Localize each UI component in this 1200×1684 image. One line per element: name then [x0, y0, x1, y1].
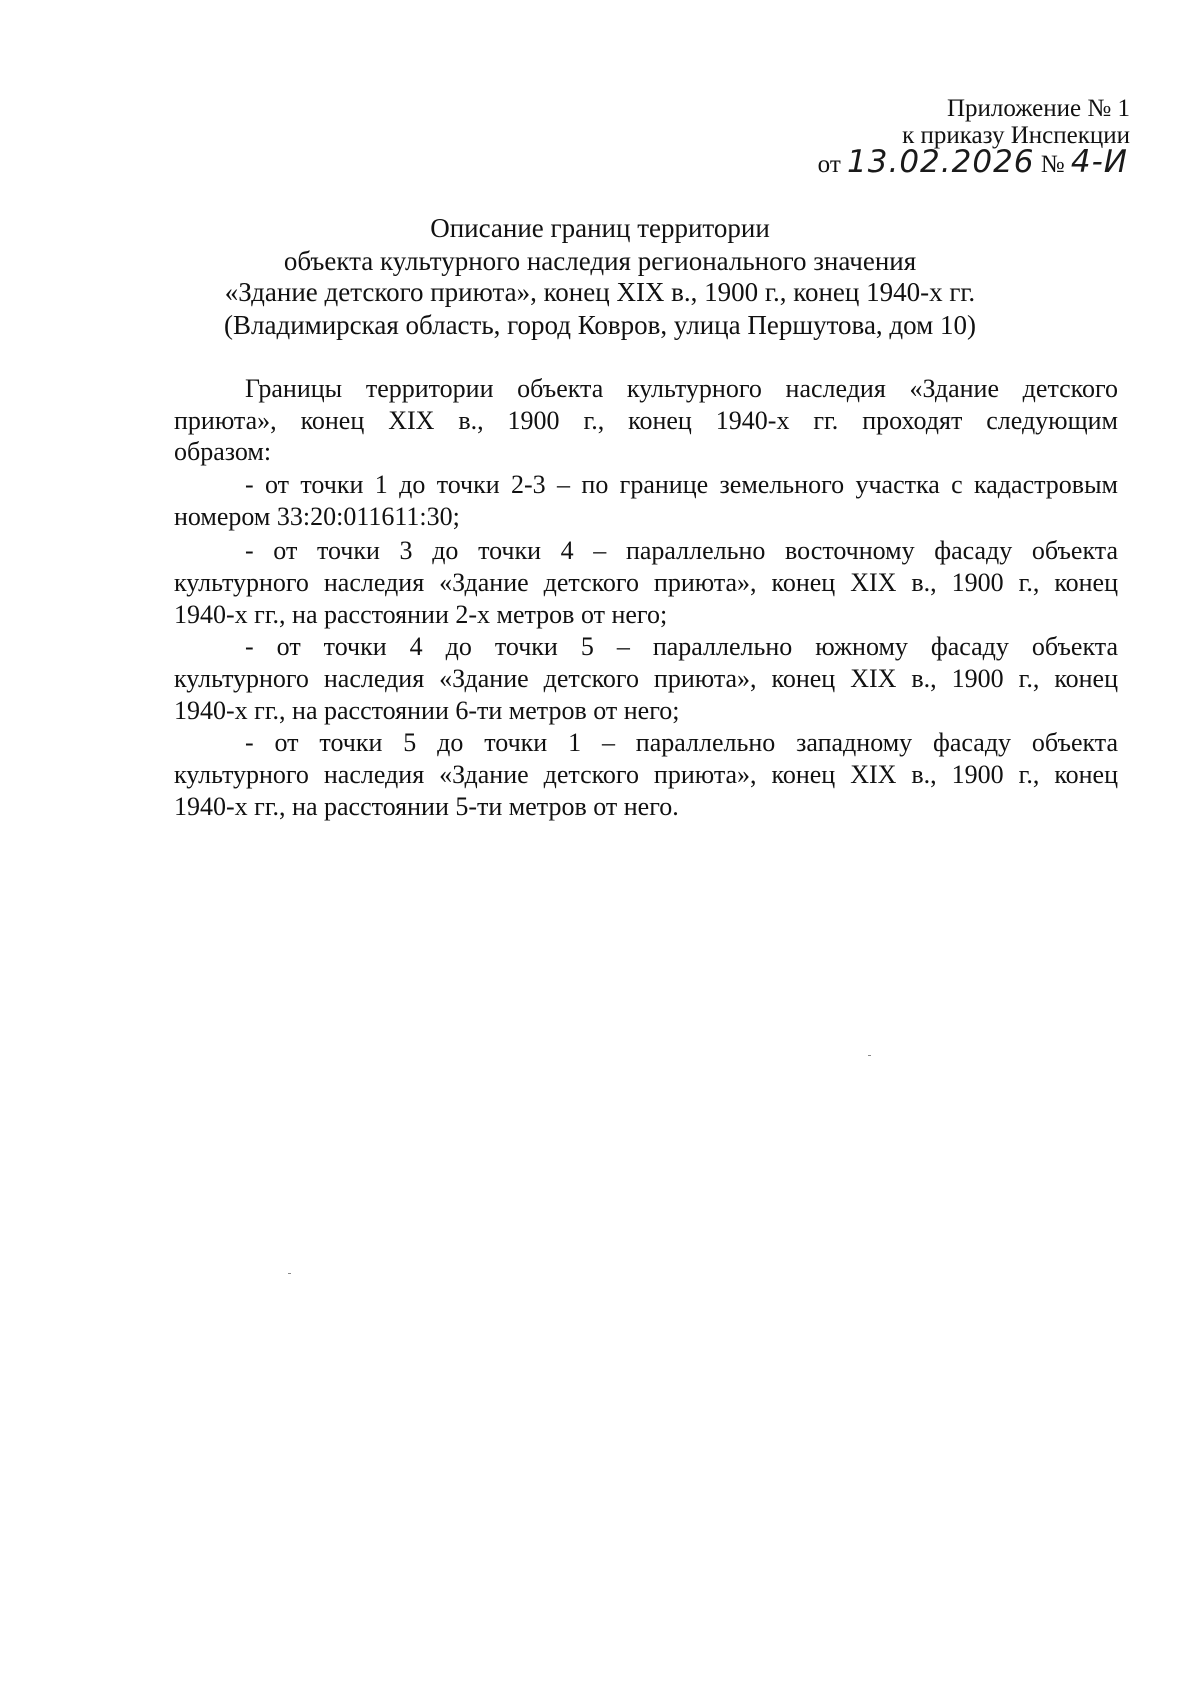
- title-line-2: объекта культурного наследия регионального значения: [283, 246, 917, 276]
- attachment-number: Приложение № 1: [946, 95, 1130, 122]
- boundary-item-2-line-2: культурного наследия «Здание детского приюта», конец XIX в., 1900 г., конец: [174, 568, 1118, 597]
- intro-line-3: образом:: [174, 437, 272, 466]
- boundary-item-2-line-3: 1940-х гг., на расстоянии 2-х метров от него;: [174, 600, 668, 629]
- handwritten-number: 4-И: [1070, 144, 1128, 180]
- boundary-item-3-line-1: - от точки 4 до точки 5 – параллельно южному фасаду объекта: [245, 632, 1118, 661]
- date-prefix: от: [817, 151, 841, 178]
- number-prefix: №: [1040, 151, 1065, 178]
- boundary-item-3-line-3: 1940-х гг., на расстоянии 6-ти метров от него;: [174, 696, 680, 725]
- title-line-3: «Здание детского приюта», конец XIX в., 1900 г., конец 1940-х гг.: [224, 277, 976, 307]
- boundary-item-2-line-1: - от точки 3 до точки 4 – параллельно восточному фасаду объекта: [245, 536, 1118, 565]
- boundary-item-1-line-1: - от точки 1 до точки 2-3 – по границе земельного участка с кадастровым: [245, 470, 1118, 499]
- scan-speck: [868, 1055, 871, 1056]
- title-line-4: (Владимирская область, город Ковров, улица Першутова, дом 10): [224, 310, 976, 340]
- boundary-item-4-line-1: - от точки 5 до точки 1 – параллельно западному фасаду объекта: [245, 728, 1118, 757]
- attachment-date-line: [817, 144, 1128, 180]
- boundary-item-3-line-2: культурного наследия «Здание детского приюта», конец XIX в., 1900 г., конец: [174, 664, 1118, 693]
- boundary-item-1-line-2: номером 33:20:011611:30;: [174, 502, 460, 531]
- attachment-order-ref: к приказу Инспекции: [902, 122, 1130, 149]
- scan-speck: [288, 1273, 291, 1274]
- handwritten-date: 13.02.2026: [847, 144, 1035, 180]
- title-line-1: Описание границ территории: [430, 213, 770, 243]
- intro-line-2: приюта», конец XIX в., 1900 г., конец 1940-х гг. проходят следующим: [174, 406, 1118, 435]
- boundary-item-4-line-2: культурного наследия «Здание детского приюта», конец XIX в., 1900 г., конец: [174, 760, 1118, 789]
- intro-line-1: Границы территории объекта культурного наследия «Здание детского: [245, 374, 1118, 403]
- boundary-item-4-line-3: 1940-х гг., на расстоянии 5-ти метров от него.: [174, 792, 679, 821]
